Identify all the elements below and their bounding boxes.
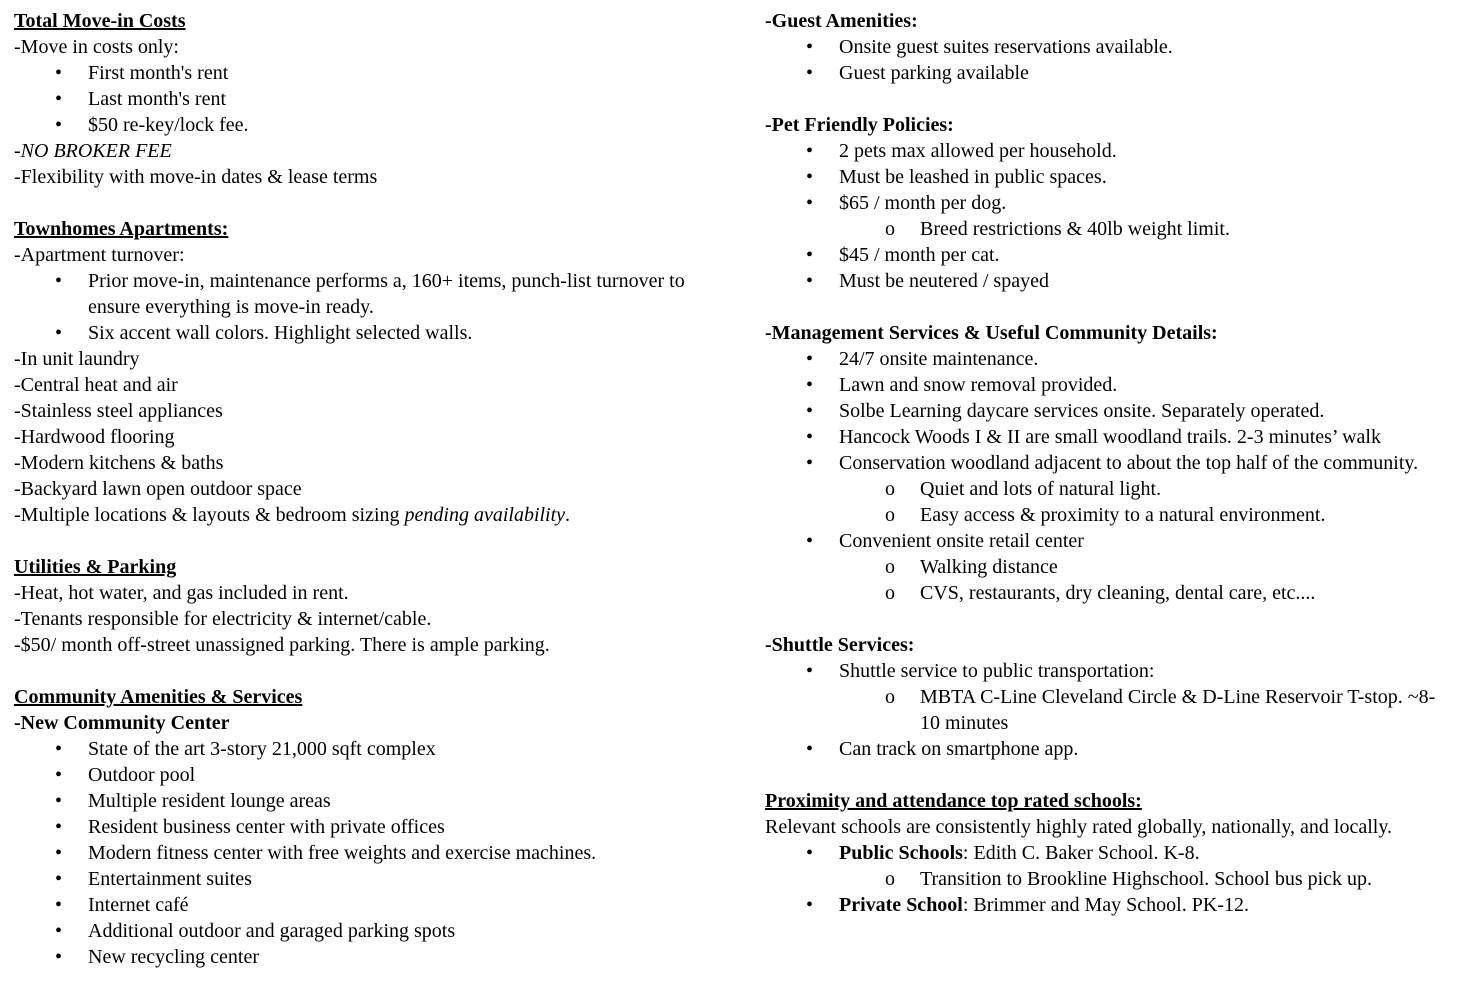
paragraph — [14, 580, 704, 606]
text-run: -NO BROKER FEE — [14, 140, 172, 162]
bullet-item — [765, 372, 1450, 398]
bullet-item — [14, 944, 704, 970]
bullet-text — [839, 60, 1450, 86]
text-run: Private School — [839, 894, 963, 916]
disc-bullet-icon: • — [806, 36, 814, 58]
bullet-item — [765, 398, 1450, 424]
disc-bullet-icon: • — [806, 192, 814, 214]
paragraph — [14, 476, 704, 502]
bullet-text — [88, 268, 704, 320]
bullet-text — [88, 892, 704, 918]
text-run: Walking distance — [920, 556, 1058, 578]
text-run: -Shuttle Services: — [765, 634, 915, 656]
text-run: -Apartment turnover: — [14, 244, 185, 266]
text-run: : Brimmer and May School. PK-12. — [962, 894, 1249, 916]
text-run: Conservation woodland adjacent to about the top half of the community. — [839, 452, 1419, 474]
text-run: Community Amenities & Services — [14, 686, 303, 708]
text-run: -Guest Amenities: — [765, 10, 918, 32]
doc-column-left — [14, 8, 704, 1005]
bullet-item — [765, 658, 1450, 684]
bullet-item — [14, 320, 704, 346]
text-run: Relevant schools are consistently highly rated globally, nationally, and locally. — [765, 816, 1393, 838]
text-run: -$50/ month off-street unassigned parking. There is ample parking. — [14, 634, 550, 656]
bullet-item — [765, 138, 1450, 164]
bullet-text — [839, 346, 1450, 372]
circle-bullet-icon: o — [885, 868, 895, 890]
bullet-item — [765, 840, 1450, 866]
disc-bullet-icon: • — [806, 842, 814, 864]
disc-bullet-icon: • — [55, 816, 63, 838]
text-run: CVS, restaurants, dry cleaning, dental care, etc.... — [920, 582, 1316, 604]
text-run: Shuttle service to public transportation: — [839, 660, 1155, 682]
sub-bullet-item — [765, 684, 1450, 736]
bullet-text — [839, 138, 1450, 164]
bullet-item — [14, 60, 704, 86]
text-run: Lawn and snow removal provided. — [839, 374, 1118, 396]
text-run: Convenient onsite retail center — [839, 530, 1084, 552]
doc-column-right — [765, 8, 1450, 1005]
bullet-text — [839, 242, 1450, 268]
bullet-text — [839, 736, 1450, 762]
text-run: -Stainless steel appliances — [14, 400, 223, 422]
bullet-text — [88, 918, 704, 944]
text-run: Easy access & proximity to a natural environment. — [920, 504, 1326, 526]
bullet-text — [839, 372, 1450, 398]
bullet-text — [920, 866, 1450, 892]
bullet-text — [839, 528, 1450, 554]
bullet-text — [88, 840, 704, 866]
paragraph — [14, 138, 704, 164]
text-run: -Pet Friendly Policies: — [765, 114, 954, 136]
text-run: -Multiple locations & layouts & bedroom sizing — [14, 504, 405, 526]
disc-bullet-icon: • — [806, 348, 814, 370]
text-run: Internet café — [88, 894, 189, 916]
disc-bullet-icon: • — [806, 426, 814, 448]
bullet-text — [88, 60, 704, 86]
bullet-item — [14, 86, 704, 112]
text-run: Onsite guest suites reservations available. — [839, 36, 1173, 58]
section-heading — [765, 788, 1450, 814]
text-run: MBTA C-Line Cleveland Circle & D-Line Reservoir T-stop. ~8-10 minutes — [920, 686, 1436, 734]
disc-bullet-icon: • — [55, 868, 63, 890]
circle-bullet-icon: o — [885, 218, 895, 240]
sub-bullet-item — [765, 580, 1450, 606]
text-run: Transition to Brookline Highschool. School bus pick up. — [920, 868, 1373, 890]
bullet-item — [14, 762, 704, 788]
bullet-text — [839, 190, 1450, 216]
text-run: -Heat, hot water, and gas included in rent. — [14, 582, 349, 604]
disc-bullet-icon: • — [55, 270, 63, 292]
subsection-heading — [765, 8, 1450, 34]
bullet-text — [88, 736, 704, 762]
text-run: -Move in costs only: — [14, 36, 179, 58]
bullet-item — [765, 736, 1450, 762]
text-run: -New Community Center — [14, 712, 230, 734]
paragraph — [14, 34, 704, 60]
text-run: Resident business center with private offices — [88, 816, 445, 838]
bullet-text — [839, 268, 1450, 294]
bullet-item — [14, 866, 704, 892]
circle-bullet-icon: o — [885, 504, 895, 526]
disc-bullet-icon: • — [55, 322, 63, 344]
bullet-text — [88, 112, 704, 138]
disc-bullet-icon: • — [55, 894, 63, 916]
bullet-item — [14, 918, 704, 944]
bullet-item — [14, 892, 704, 918]
sub-bullet-item — [765, 476, 1450, 502]
text-run: New recycling center — [88, 946, 260, 968]
text-run: $45 / month per cat. — [839, 244, 1000, 266]
text-run: Outdoor pool — [88, 764, 196, 786]
bullet-text — [920, 216, 1450, 242]
text-run: -Backyard lawn open outdoor space — [14, 478, 302, 500]
section-heading — [14, 554, 704, 580]
text-run: Multiple resident lounge areas — [88, 790, 331, 812]
bullet-item — [14, 788, 704, 814]
bullet-text — [839, 34, 1450, 60]
bullet-item — [765, 164, 1450, 190]
disc-bullet-icon: • — [55, 114, 63, 136]
bullet-item — [14, 814, 704, 840]
bullet-text — [920, 554, 1450, 580]
text-run: Total Move-in Costs — [14, 10, 186, 32]
text-run: -Flexibility with move-in dates & lease terms — [14, 166, 378, 188]
bullet-text — [88, 86, 704, 112]
bullet-item — [765, 346, 1450, 372]
bullet-item — [14, 112, 704, 138]
text-run: Must be leashed in public spaces. — [839, 166, 1107, 188]
text-run: $65 / month per dog. — [839, 192, 1007, 214]
text-run: Quiet and lots of natural light. — [920, 478, 1162, 500]
bullet-text — [839, 658, 1450, 684]
disc-bullet-icon: • — [806, 738, 814, 760]
bullet-text — [839, 424, 1450, 450]
bullet-item — [765, 190, 1450, 216]
text-run: -Tenants responsible for electricity & internet/cable. — [14, 608, 432, 630]
text-run: Prior move-in, maintenance performs a, 160+ items, punch-list turnover to ensure everything is move-in ready. — [88, 270, 685, 318]
bullet-text — [88, 814, 704, 840]
text-run: Can track on smartphone app. — [839, 738, 1079, 760]
disc-bullet-icon: • — [55, 842, 63, 864]
bullet-text — [88, 788, 704, 814]
paragraph — [14, 632, 704, 658]
section-heading — [14, 684, 704, 710]
text-run: Breed restrictions & 40lb weight limit. — [920, 218, 1230, 240]
paragraph — [765, 814, 1450, 840]
sub-bullet-item — [765, 866, 1450, 892]
disc-bullet-icon: • — [806, 400, 814, 422]
bullet-text — [88, 762, 704, 788]
text-run: Six accent wall colors. Highlight selected walls. — [88, 322, 473, 344]
disc-bullet-icon: • — [806, 166, 814, 188]
bullet-item — [765, 242, 1450, 268]
bullet-item — [765, 60, 1450, 86]
disc-bullet-icon: • — [806, 452, 814, 474]
bullet-text — [839, 164, 1450, 190]
paragraph — [14, 398, 704, 424]
paragraph — [14, 450, 704, 476]
sub-bullet-item — [765, 216, 1450, 242]
text-run: Entertainment suites — [88, 868, 252, 890]
text-run: pending availability — [404, 504, 566, 526]
paragraph — [14, 372, 704, 398]
bullet-item — [765, 450, 1450, 476]
bullet-item — [765, 892, 1450, 918]
paragraph — [14, 606, 704, 632]
text-run: Townhomes Apartments: — [14, 218, 229, 240]
bullet-text — [839, 892, 1450, 918]
subsection-heading — [14, 710, 704, 736]
paragraph — [14, 424, 704, 450]
bullet-text — [839, 450, 1450, 476]
bullet-text — [920, 476, 1450, 502]
disc-bullet-icon: • — [55, 764, 63, 786]
bullet-item — [765, 528, 1450, 554]
text-run: 24/7 onsite maintenance. — [839, 348, 1039, 370]
disc-bullet-icon: • — [55, 790, 63, 812]
circle-bullet-icon: o — [885, 582, 895, 604]
bullet-item — [765, 424, 1450, 450]
text-run: . — [565, 504, 571, 526]
text-run: State of the art 3-story 21,000 sqft complex — [88, 738, 436, 760]
text-run: 2 pets max allowed per household. — [839, 140, 1117, 162]
bullet-text — [839, 398, 1450, 424]
text-run: Last month's rent — [88, 88, 227, 110]
subsection-heading — [765, 112, 1450, 138]
disc-bullet-icon: • — [806, 374, 814, 396]
sub-bullet-item — [765, 502, 1450, 528]
bullet-text — [920, 502, 1450, 528]
paragraph — [14, 164, 704, 190]
text-run: : Edith C. Baker School. K-8. — [962, 842, 1200, 864]
bullet-item — [765, 34, 1450, 60]
text-run: Hancock Woods I & II are small woodland trails. 2-3 minutes’ walk — [839, 426, 1381, 448]
paragraph — [14, 502, 704, 528]
disc-bullet-icon: • — [55, 738, 63, 760]
disc-bullet-icon: • — [55, 946, 63, 968]
subsection-heading — [765, 632, 1450, 658]
text-run: -In unit laundry — [14, 348, 140, 370]
text-run: First month's rent — [88, 62, 229, 84]
section-heading — [14, 8, 704, 34]
subsection-heading — [765, 320, 1450, 346]
paragraph — [14, 346, 704, 372]
bullet-text — [839, 840, 1450, 866]
bullet-text — [920, 684, 1450, 736]
text-run: Modern fitness center with free weights and exercise machines. — [88, 842, 597, 864]
text-run: -Modern kitchens & baths — [14, 452, 224, 474]
bullet-item — [14, 840, 704, 866]
sub-bullet-item — [765, 554, 1450, 580]
text-run: Utilities & Parking — [14, 556, 177, 578]
disc-bullet-icon: • — [806, 894, 814, 916]
text-run: Must be neutered / spayed — [839, 270, 1049, 292]
text-run: -Management Services & Useful Community Details: — [765, 322, 1218, 344]
text-run: Guest parking available — [839, 62, 1029, 84]
text-run: Additional outdoor and garaged parking spots — [88, 920, 456, 942]
bullet-text — [88, 320, 704, 346]
circle-bullet-icon: o — [885, 686, 895, 708]
text-run: $50 re-key/lock fee. — [88, 114, 249, 136]
disc-bullet-icon: • — [806, 140, 814, 162]
disc-bullet-icon: • — [806, 530, 814, 552]
disc-bullet-icon: • — [55, 920, 63, 942]
section-heading — [14, 216, 704, 242]
bullet-text — [88, 944, 704, 970]
disc-bullet-icon: • — [55, 88, 63, 110]
text-run: Public Schools — [839, 842, 963, 864]
disc-bullet-icon: • — [55, 62, 63, 84]
text-run: Proximity and attendance top rated schools: — [765, 790, 1142, 812]
disc-bullet-icon: • — [806, 660, 814, 682]
bullet-item — [14, 736, 704, 762]
text-run: -Hardwood flooring — [14, 426, 175, 448]
text-run: -Central heat and air — [14, 374, 178, 396]
bullet-item — [14, 268, 704, 320]
disc-bullet-icon: • — [806, 270, 814, 292]
paragraph — [14, 242, 704, 268]
bullet-item — [765, 268, 1450, 294]
circle-bullet-icon: o — [885, 478, 895, 500]
disc-bullet-icon: • — [806, 244, 814, 266]
bullet-text — [920, 580, 1450, 606]
circle-bullet-icon: o — [885, 556, 895, 578]
disc-bullet-icon: • — [806, 62, 814, 84]
text-run: Solbe Learning daycare services onsite. Separately operated. — [839, 400, 1325, 422]
bullet-text — [88, 866, 704, 892]
